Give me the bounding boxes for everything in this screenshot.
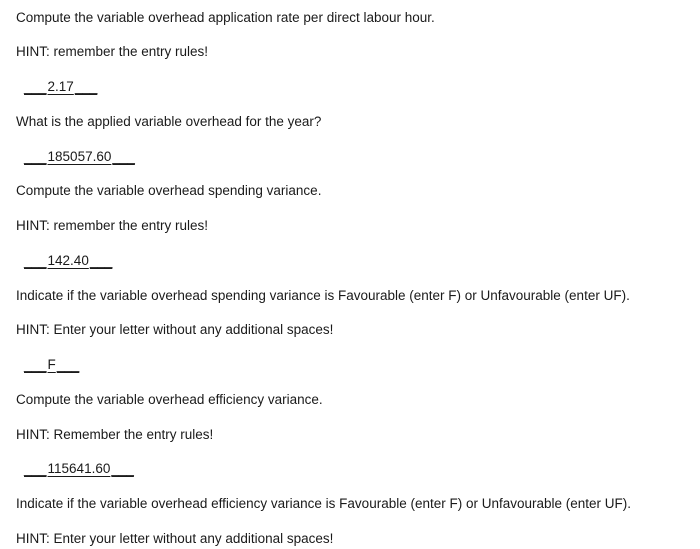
- question-1-answer-field[interactable]: [24, 78, 97, 96]
- blank-dashes-left: ___: [24, 253, 47, 268]
- blank-dashes-right: ___: [112, 149, 135, 164]
- question-1-prompt: Compute the variable overhead application rate per direct labour hour.: [16, 10, 435, 25]
- question-3-prompt: Compute the variable overhead spending variance.: [16, 183, 322, 198]
- blank-dashes-left: ___: [24, 149, 47, 164]
- question-4-answer-field[interactable]: [24, 356, 79, 374]
- question-2-answer-value: 185057.60: [47, 149, 112, 164]
- question-2-answer-field[interactable]: [24, 148, 135, 166]
- question-3-hint: HINT: remember the entry rules!: [16, 218, 209, 233]
- question-4-prompt: Indicate if the variable overhead spending variance is Favourable (enter F) or Unfavourable (enter UF).: [16, 288, 630, 303]
- question-5-prompt: Compute the variable overhead efficiency variance.: [16, 392, 323, 407]
- question-6-hint: HINT: Enter your letter without any additional spaces!: [16, 531, 334, 546]
- blank-dashes-left: ___: [24, 79, 47, 94]
- question-3-answer-field[interactable]: [24, 252, 112, 270]
- blank-dashes-left: ___: [24, 357, 47, 372]
- question-5-hint: HINT: Remember the entry rules!: [16, 427, 214, 442]
- question-4-answer-value: F: [47, 357, 56, 372]
- question-3-answer-value: 142.40: [47, 253, 89, 268]
- question-4-hint: HINT: Enter your letter without any additional spaces!: [16, 322, 334, 337]
- blank-dashes-right: ___: [74, 79, 98, 94]
- blank-dashes-left: ___: [24, 461, 47, 476]
- question-5-answer-value: 115641.60: [47, 461, 111, 476]
- question-1-hint: HINT: remember the entry rules!: [16, 44, 209, 59]
- question-6-prompt: Indicate if the variable overhead efficiency variance is Favourable (enter F) or Unfavourable (enter UF).: [16, 496, 632, 511]
- question-5-answer-field[interactable]: [24, 460, 134, 478]
- blank-dashes-right: ___: [89, 253, 113, 268]
- question-1-answer-value: 2.17: [47, 79, 74, 94]
- blank-dashes-right: ___: [56, 357, 80, 372]
- blank-dashes-right: ___: [111, 461, 134, 476]
- question-2-prompt: What is the applied variable overhead for the year?: [16, 114, 322, 129]
